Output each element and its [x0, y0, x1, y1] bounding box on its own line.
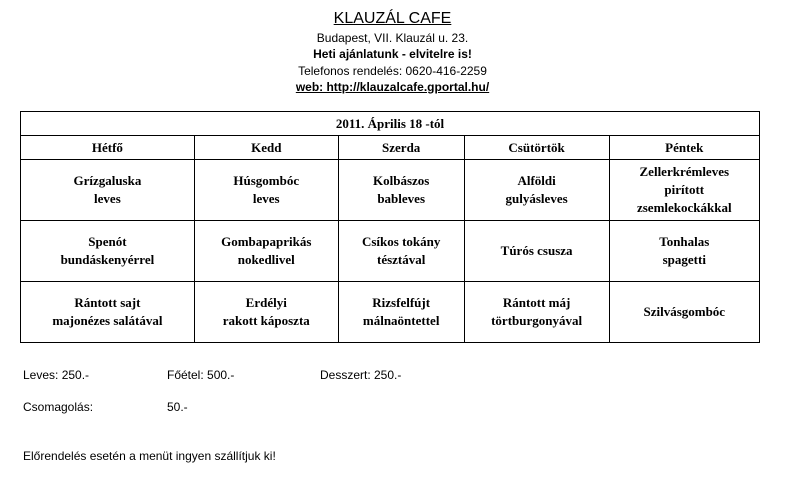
menu-item: Csíkos tokány tésztával — [338, 221, 464, 282]
price-main: Főétel: 500.- — [167, 368, 235, 382]
menu-item: Gombapaprikás nokedlivel — [194, 221, 338, 282]
menu-item: Alföldi gulyásleves — [464, 160, 609, 221]
soup-row — [21, 160, 760, 221]
day-friday: Péntek — [609, 136, 759, 160]
price-soup: Leves: 250.- — [23, 368, 90, 382]
menu-item: Rántott sajt majonézes salátával — [21, 282, 195, 343]
website-link[interactable]: web: http://klauzalcafe.gportal.hu/ — [295, 80, 490, 94]
menu-item: Rizsfelfújt málnaöntettel — [338, 282, 464, 343]
main-course-row-2 — [21, 282, 760, 343]
menu-item: Túrós csusza — [464, 221, 609, 282]
day-wednesday: Szerda — [338, 136, 464, 160]
main-course-row-1 — [21, 221, 760, 282]
day-monday: Hétfő — [21, 136, 195, 160]
menu-item: Húsgombóc leves — [194, 160, 338, 221]
price-dessert: Desszert: 250.- — [320, 368, 402, 382]
menu-item: Rántott máj törtburgonyával — [464, 282, 609, 343]
menu-item: Grízgaluska leves — [21, 160, 195, 221]
weekly-offer-heading: Heti ajánlatunk - elvitelre is! — [313, 47, 472, 61]
delivery-note: Előrendelés esetén a menüt ingyen szállítjuk ki! — [23, 449, 276, 463]
packaging-price: 50.- — [167, 400, 188, 414]
menu-item: Szilvásgombóc — [609, 282, 759, 343]
cafe-title: KLAUZÁL CAFE — [333, 10, 452, 27]
phone-order: Telefonos rendelés: 0620-416-2259 — [298, 64, 487, 78]
day-thursday: Csütörtök — [464, 136, 609, 160]
menu-item: Spenót bundáskenyérrel — [21, 221, 195, 282]
weekly-menu-table — [20, 111, 760, 343]
menu-item: Zellerkrémleves pirított zsemlekockákkal — [609, 160, 759, 221]
menu-item: Tonhalas spagetti — [609, 221, 759, 282]
cafe-address: Budapest, VII. Klauzál u. 23. — [316, 31, 469, 45]
menu-date: 2011. Április 18 -tól — [21, 112, 760, 136]
day-tuesday: Kedd — [194, 136, 338, 160]
packaging-label: Csomagolás: — [23, 400, 94, 414]
menu-item: Kolbászos bableves — [338, 160, 464, 221]
menu-item: Erdélyi rakott káposzta — [194, 282, 338, 343]
